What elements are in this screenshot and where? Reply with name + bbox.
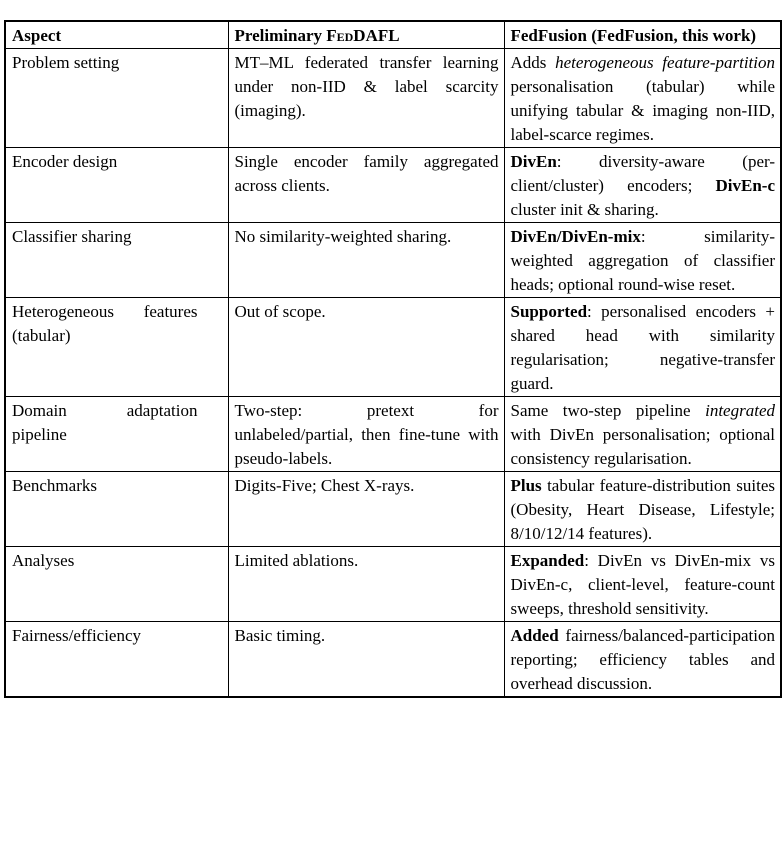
text-segment: MT–ML federated transfer learning under non-IID & label scarcity (imaging).	[234, 53, 499, 120]
cell-aspect	[5, 622, 228, 698]
header-cell-aspect	[5, 21, 228, 49]
text-segment: personalisation (tabular) while unifying tabular & imaging non-IID, label-scarce regimes.	[510, 77, 775, 144]
cell-aspect	[5, 397, 228, 472]
header-row	[5, 21, 781, 49]
text-segment: FedDAFL	[326, 26, 400, 45]
cell-aspect	[5, 148, 228, 223]
table-row	[5, 472, 781, 547]
text-segment: : diversity-aware (per-client/cluster) encoders;	[510, 152, 775, 195]
text-segment: DivEn-c	[715, 176, 775, 195]
text-segment: Limited ablations.	[234, 551, 359, 570]
text-segment: Added	[510, 626, 559, 645]
text-segment: Fairness/efficiency	[12, 626, 142, 645]
text-segment: Problem setting	[12, 53, 120, 72]
table-row	[5, 148, 781, 223]
cell-feddafl	[228, 49, 504, 148]
text-segment: heterogeneous feature-partition	[555, 53, 775, 72]
text-segment: Supported	[510, 302, 588, 321]
table-row	[5, 547, 781, 622]
text-segment: Plus	[510, 476, 542, 495]
text-segment: integrated	[705, 401, 775, 420]
cell-aspect	[5, 298, 228, 397]
table-row	[5, 223, 781, 298]
text-segment: Out of scope.	[234, 302, 326, 321]
cell-feddafl	[228, 223, 504, 298]
table-body	[5, 49, 781, 698]
text-segment: Basic timing.	[234, 626, 326, 645]
text-segment: Preliminary	[234, 26, 327, 45]
cell-feddafl	[228, 472, 504, 547]
cell-aspect	[5, 223, 228, 298]
cell-fedfusion	[504, 397, 781, 472]
cell-aspect	[5, 472, 228, 547]
text-segment: Same two-step pipeline	[510, 401, 706, 420]
text-segment: Aspect	[12, 26, 62, 45]
cell-fedfusion	[504, 472, 781, 547]
table-row	[5, 622, 781, 698]
cell-feddafl	[228, 298, 504, 397]
header-cell-feddafl	[228, 21, 504, 49]
text-segment: Adds	[510, 53, 556, 72]
text-segment: FedFusion (FedFusion, this work)	[510, 26, 757, 45]
cell-feddafl	[228, 622, 504, 698]
cell-fedfusion	[504, 547, 781, 622]
text-segment: Domain adaptation pipeline	[12, 401, 198, 444]
text-segment: DivEn	[510, 152, 557, 171]
text-segment: : DivEn vs DivEn-mix vs DivEn-c, client-level, feature-count sweeps, threshold sensitivity.	[510, 551, 775, 618]
text-segment: Classifier sharing	[12, 227, 132, 246]
text-segment: Heterogeneous features (tabular)	[12, 302, 198, 345]
text-segment: Expanded	[510, 551, 585, 570]
cell-feddafl	[228, 397, 504, 472]
text-segment: with DivEn personalisation; optional consistency regularisation.	[510, 425, 775, 468]
text-segment: Encoder design	[12, 152, 118, 171]
cell-fedfusion	[504, 622, 781, 698]
text-segment: No similarity-weighted sharing.	[234, 227, 452, 246]
text-segment: Two-step: pretext for unlabeled/partial, then fine-tune with pseudo-labels.	[234, 401, 499, 468]
header-cell-fedfusion	[504, 21, 781, 49]
text-segment: Digits-Five; Chest X-rays.	[234, 476, 415, 495]
cell-fedfusion	[504, 49, 781, 148]
cell-fedfusion	[504, 223, 781, 298]
table-row	[5, 49, 781, 148]
cell-aspect	[5, 547, 228, 622]
cell-fedfusion	[504, 298, 781, 397]
table-row	[5, 397, 781, 472]
cell-feddafl	[228, 148, 504, 223]
text-segment: tabular feature-distribution suites (Obesity, Heart Disease, Lifestyle; 8/10/12/14 features).	[510, 476, 775, 543]
cell-feddafl	[228, 547, 504, 622]
text-segment: : personalised encoders + shared head with similarity regularisation; negative-transfer guard.	[510, 302, 775, 393]
cell-aspect	[5, 49, 228, 148]
text-segment: Benchmarks	[12, 476, 97, 495]
table-row	[5, 298, 781, 397]
text-segment: Single encoder family aggregated across clients.	[234, 152, 499, 195]
comparison-table	[4, 20, 782, 698]
text-segment: fairness/balanced-participation reporting; efficiency tables and overhead discussion.	[510, 626, 775, 693]
text-segment: DivEn/DivEn-mix	[510, 227, 641, 246]
cell-fedfusion	[504, 148, 781, 223]
text-segment: Analyses	[12, 551, 75, 570]
text-segment: : similarity-weighted aggregation of classifier heads; optional round-wise reset.	[510, 227, 775, 294]
text-segment: cluster init & sharing.	[510, 200, 659, 219]
